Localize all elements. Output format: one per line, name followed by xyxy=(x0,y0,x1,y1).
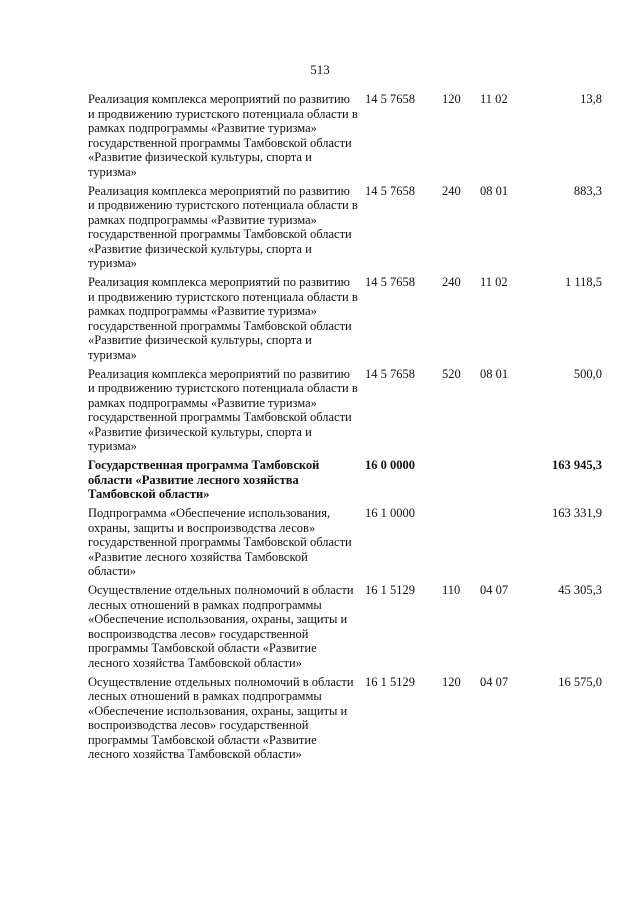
item-name: Реализация комплекса мероприятий по развитию и продвижению туристского потенциала области в рамках подпрограммы «Развитие туризма» государственной программы Тамбовской области «Развитие физической культуры, спорта и туризма» xyxy=(88,275,358,362)
budget-table xyxy=(88,92,604,766)
target-article-code: 16 1 0000 xyxy=(365,506,415,520)
item-name: Реализация комплекса мероприятий по развитию и продвижению туристского потенциала области в рамках подпрограммы «Развитие туризма» государственной программы Тамбовской области «Развитие физической культуры, спорта и туризма» xyxy=(88,366,358,453)
page-number: 513 xyxy=(310,62,330,77)
expense-type-code: 120 xyxy=(442,674,461,689)
section-code: 08 01 xyxy=(480,366,509,381)
expense-type-code: 120 xyxy=(442,92,461,106)
expense-type-code: 240 xyxy=(442,275,461,289)
item-name: Подпрограмма «Обеспечение использования, охраны, защиты и воспроизводства лесов» государственной программы Тамбовской области «Развитие лесного хозяйства Тамбовской области» xyxy=(88,506,352,578)
table-row xyxy=(88,367,604,454)
amount: 500,0 xyxy=(573,366,602,381)
expense-type-code: 240 xyxy=(442,183,461,198)
amount: 45 305,3 xyxy=(558,583,602,597)
amount: 883,3 xyxy=(573,183,602,198)
target-article-code: 16 0 0000 xyxy=(365,458,415,472)
target-article-code: 14 5 7658 xyxy=(365,92,415,106)
expense-type-code: 520 xyxy=(442,366,461,381)
target-article-code: 14 5 7658 xyxy=(365,275,415,289)
target-article-code: 14 5 7658 xyxy=(365,366,415,381)
section-code: 11 02 xyxy=(480,275,508,289)
section-code: 04 07 xyxy=(480,674,509,689)
table-row xyxy=(88,583,604,670)
expense-type-code: 110 xyxy=(442,583,461,597)
table-row xyxy=(88,458,604,502)
item-name: Реализация комплекса мероприятий по развитию и продвижению туристского потенциала области в рамках подпрограммы «Развитие туризма» государственной программы Тамбовской области «Развитие физической культуры, спорта и туризма» xyxy=(88,183,358,270)
amount: 163 945,3 xyxy=(552,458,602,472)
table-row xyxy=(88,506,604,579)
amount: 16 575,0 xyxy=(558,674,602,689)
item-name: Осуществление отдельных полномочий в области лесных отношений в рамках подпрограммы «Обеспечение использования, охраны, защиты и воспроизводства лесов» государственной программы Тамбовской области «Развитие лесного хозяйства Тамбовской области» xyxy=(88,583,354,670)
section-code: 04 07 xyxy=(480,583,509,597)
item-name: Государственная программа Тамбовской области «Развитие лесного хозяйства Тамбовской области» xyxy=(88,458,320,501)
section-code: 11 02 xyxy=(480,92,508,106)
section-code: 08 01 xyxy=(480,183,509,198)
target-article-code: 14 5 7658 xyxy=(365,183,415,198)
table-row xyxy=(88,275,604,362)
item-name: Реализация комплекса мероприятий по развитию и продвижению туристского потенциала области в рамках подпрограммы «Развитие туризма» государственной программы Тамбовской области «Развитие физической культуры, спорта и туризма» xyxy=(88,92,358,179)
table-row xyxy=(88,675,604,762)
table-row xyxy=(88,92,604,179)
amount: 163 331,9 xyxy=(552,506,602,520)
amount: 1 118,5 xyxy=(564,275,602,289)
target-article-code: 16 1 5129 xyxy=(365,674,415,689)
target-article-code: 16 1 5129 xyxy=(365,583,415,597)
amount: 13,8 xyxy=(580,92,602,106)
item-name: Осуществление отдельных полномочий в области лесных отношений в рамках подпрограммы «Обеспечение использования, охраны, защиты и воспроизводства лесов» государственной программы Тамбовской области «Развитие лесного хозяйства Тамбовской области» xyxy=(88,674,354,761)
table-row xyxy=(88,184,604,271)
